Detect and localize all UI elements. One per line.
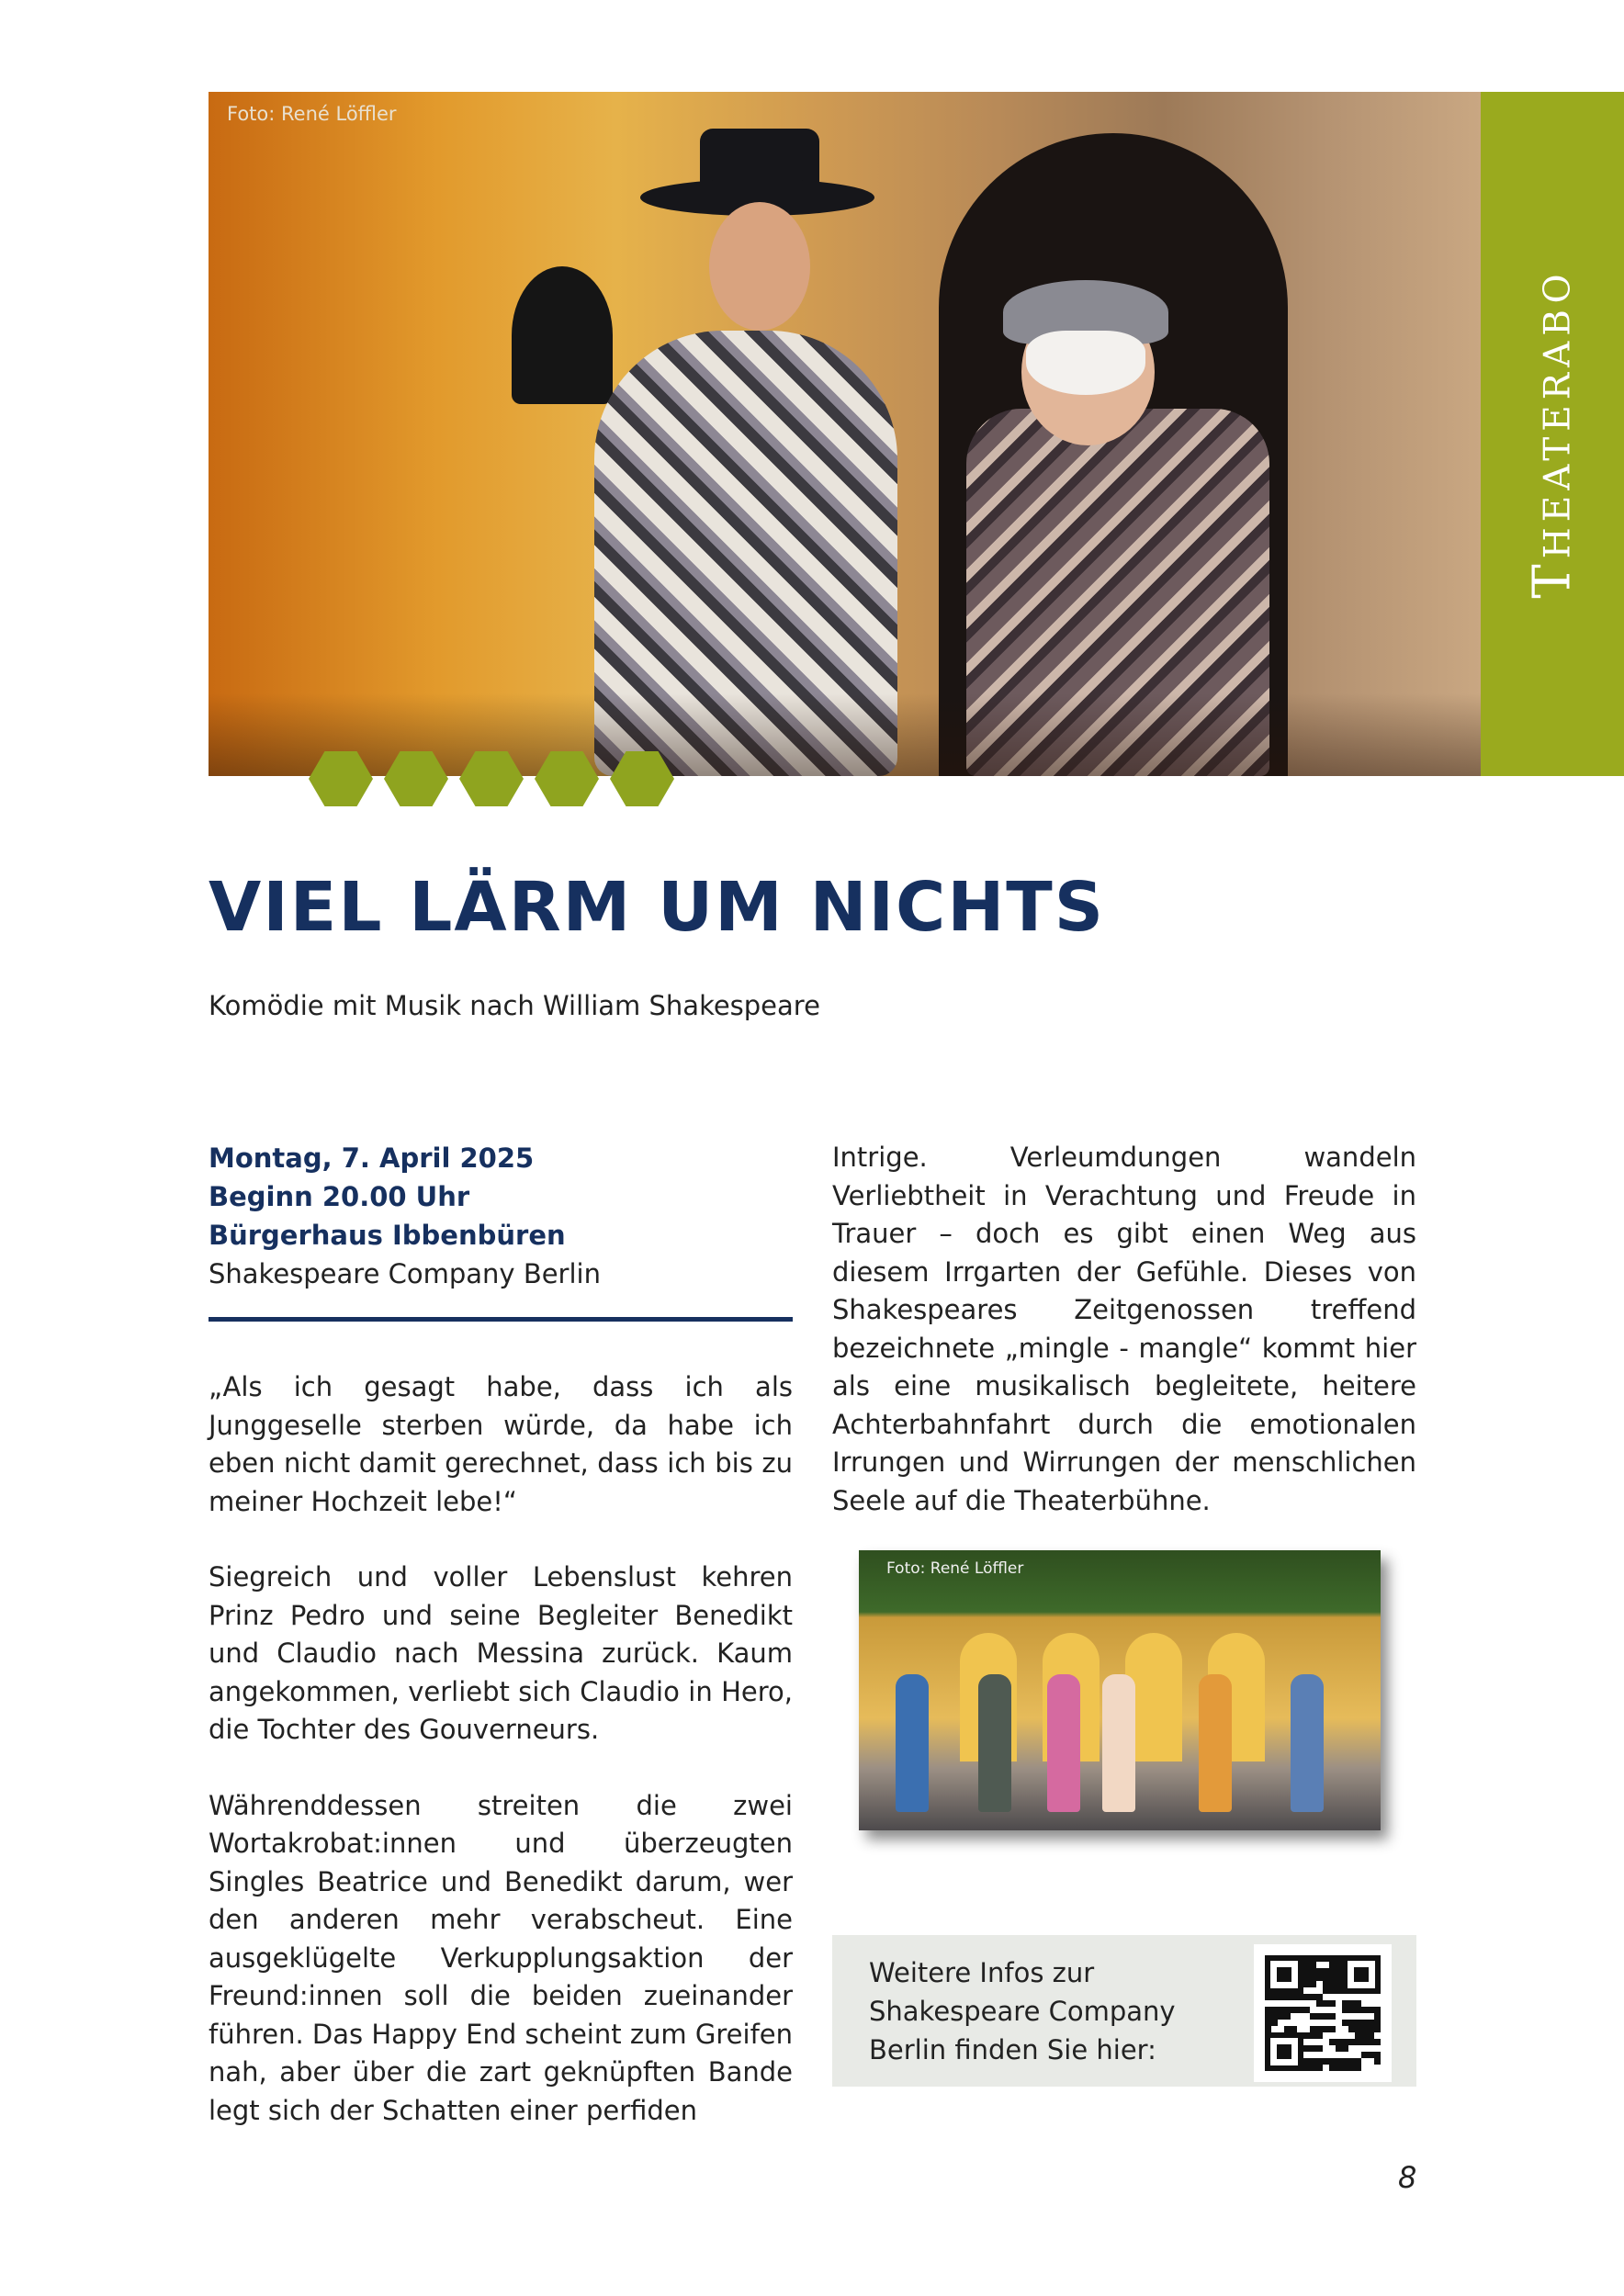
actress-head (709, 202, 810, 331)
qr-module (1316, 2058, 1323, 2065)
qr-module (1278, 2013, 1284, 2020)
qr-module (1374, 2052, 1381, 2058)
qr-module (1336, 1962, 1342, 1968)
actor (1291, 1674, 1324, 1812)
qr-module (1278, 2007, 1284, 2013)
qr-module (1310, 1975, 1316, 1981)
qr-module (1329, 2058, 1336, 2065)
qr-code-icon[interactable] (1254, 1944, 1392, 2082)
qr-module (1284, 2026, 1291, 2032)
qr-module (1368, 2020, 1374, 2026)
qr-module (1303, 2045, 1310, 2052)
section-tab (1481, 92, 1624, 776)
qr-module (1323, 1987, 1329, 1994)
qr-module (1316, 1994, 1323, 2000)
qr-module (1323, 2026, 1329, 2032)
qr-module (1323, 2058, 1329, 2065)
event-company: Shakespeare Company Berlin (209, 1258, 601, 1289)
qr-module (1374, 2039, 1381, 2045)
qr-module (1368, 2026, 1374, 2032)
qr-module (1303, 1994, 1310, 2000)
qr-module (1336, 2045, 1342, 2052)
qr-module (1329, 1968, 1336, 1975)
hero-photo (209, 92, 1481, 776)
qr-module (1303, 1975, 1310, 1981)
qr-module (1329, 2039, 1336, 2045)
qr-module (1355, 2026, 1361, 2032)
paragraph-3: Intrige. Verleumdungen wandeln Verliebtheit in Verachtung und Freude in Trauer – doch es gibt einen Weg aus diesem Irrgarten der Gefühle. Dieses von Shakespeares Zeitgenossen treffend bezeichnete „mingle - mangle“ kommt hier als eine musikalisch begleitete, heitere Achterbahnfahrt durch die emotionalen Irrungen und Wirrungen der menschlichen Seele auf die Theaterbühne. (832, 1142, 1416, 1516)
qr-module (1271, 2020, 1278, 2026)
qr-module (1310, 1962, 1316, 1968)
qr-module (1368, 2052, 1374, 2058)
qr-module (1329, 2065, 1336, 2071)
qr-module (1355, 2058, 1361, 2065)
qr-module (1310, 1968, 1316, 1975)
qr-module (1336, 1968, 1342, 1975)
qr-module (1348, 2020, 1355, 2026)
actor (896, 1674, 929, 1812)
quote: „Als ich gesagt habe, dass ich als Junggeselle sterben würde, da habe ich eben nicht damit gerechnet, dass ich bis zu meiner Hochzeit lebe!“ (209, 1371, 793, 1517)
page-title: VIEL LÄRM UM NICHTS (209, 868, 1106, 947)
event-details (209, 1139, 601, 1293)
qr-module (1297, 1994, 1303, 2000)
divider (209, 1317, 793, 1322)
info-box (832, 1935, 1416, 2087)
qr-module (1310, 2065, 1316, 2071)
page-number: 8 (1398, 2160, 1417, 2195)
qr-module (1323, 1968, 1329, 1975)
qr-module (1374, 2013, 1381, 2020)
qr-module (1303, 2065, 1310, 2071)
qr-module (1329, 2013, 1336, 2020)
qr-module (1316, 2032, 1323, 2039)
qr-module (1323, 1981, 1329, 1987)
qr-module (1310, 2013, 1316, 2020)
qr-module (1368, 2032, 1374, 2039)
qr-module (1374, 2058, 1381, 2065)
qr-module (1368, 2007, 1374, 2013)
paragraph-1: Siegreich und voller Lebenslust kehren Prinz Pedro und seine Begleiter Benedikt und Claudio nach Messina zurück. Kaum angekommen, verliebt sich Claudio in Hero, die Tochter des Gouverneurs. (209, 1561, 793, 1745)
qr-module (1265, 1994, 1271, 2000)
qr-module (1310, 2058, 1316, 2065)
qr-module (1323, 1955, 1329, 1962)
qr-module (1310, 1994, 1316, 2000)
qr-module (1361, 2039, 1368, 2045)
qr-module (1348, 2039, 1355, 2045)
qr-module (1291, 1994, 1297, 2000)
qr-module (1316, 1975, 1323, 1981)
photo-credit: Foto: René Löffler (227, 103, 397, 125)
right-column (832, 1139, 1416, 1558)
qr-module (1374, 2026, 1381, 2032)
qr-module (1316, 2013, 1323, 2020)
photo-credit: Foto: René Löffler (886, 1559, 1024, 1578)
qr-module (1284, 1994, 1291, 2000)
info-text: Weitere Infos zur Shakespeare Company Berlin finden Sie hier: (869, 1957, 1176, 2065)
qr-module (1336, 2065, 1342, 2071)
qr-module (1342, 2045, 1348, 2052)
qr-module (1336, 2039, 1342, 2045)
qr-module (1316, 2000, 1323, 2007)
qr-module (1361, 2007, 1368, 2013)
qr-module (1355, 2065, 1361, 2071)
qr-module (1323, 2013, 1329, 2020)
qr-module (1361, 2032, 1368, 2039)
qr-module (1355, 2007, 1361, 2013)
qr-module (1316, 2026, 1323, 2032)
actor (1199, 1674, 1232, 1812)
section-tab-label (1523, 268, 1583, 598)
event-date: Montag, 7. April 2025 (209, 1142, 535, 1174)
qr-module (1329, 2000, 1336, 2007)
qr-module (1348, 2007, 1355, 2013)
fan (512, 266, 613, 404)
section-tab-text: Theaterabo (1522, 268, 1583, 599)
qr-module (1336, 1955, 1342, 1962)
left-column (209, 1368, 793, 2130)
qr-module (1310, 2045, 1316, 2052)
qr-module (1303, 2007, 1310, 2013)
qr-module (1271, 2007, 1278, 2013)
qr-module (1278, 1994, 1284, 2000)
qr-module (1310, 2026, 1316, 2032)
qr-module (1323, 2000, 1329, 2007)
qr-module (1291, 2026, 1297, 2032)
qr-module (1284, 2013, 1291, 2020)
qr-module (1323, 1975, 1329, 1981)
qr-module (1271, 1994, 1278, 2000)
qr-module (1336, 1987, 1342, 1994)
qr-module (1265, 2013, 1271, 2020)
qr-module (1348, 2026, 1355, 2032)
qr-module (1355, 2000, 1361, 2007)
qr-module (1265, 2020, 1271, 2026)
qr-module (1316, 2045, 1323, 2052)
qr-module (1342, 2065, 1348, 2071)
qr-module (1374, 2020, 1381, 2026)
qr-finder (1265, 1955, 1303, 1994)
qr-module (1336, 1981, 1342, 1987)
qr-finder (1342, 1955, 1381, 1994)
event-venue: Bürgerhaus Ibbenbüren (209, 1220, 566, 1251)
qr-module (1348, 2000, 1355, 2007)
qr-module (1265, 2007, 1271, 2013)
qr-module (1303, 1968, 1310, 1975)
qr-module (1361, 2020, 1368, 2026)
qr-module (1348, 2058, 1355, 2065)
actor-mask (1026, 331, 1145, 395)
event-time: Beginn 20.00 Uhr (209, 1181, 470, 1212)
qr-module (1361, 2052, 1368, 2058)
qr-module (1310, 2032, 1316, 2039)
qr-module (1271, 2013, 1278, 2020)
qr-module (1355, 2020, 1361, 2026)
qr-module (1342, 2058, 1348, 2065)
qr-module (1374, 2007, 1381, 2013)
qr-module (1329, 1962, 1336, 1968)
qr-module (1368, 2039, 1374, 2045)
stage-photo (859, 1550, 1381, 1830)
actor (978, 1674, 1011, 1812)
paragraph-2: Währenddessen streiten die zwei Wortakrobat:innen und überzeugten Singles Beatrice und Benedikt darum, wer den anderen mehr verabscheut. Eine ausgeklügelte Verkupplungsaktion der Freund:innen soll die beiden zueinander führen. Das Happy End scheint zum Greifen nah, aber über die zart geknüpften Bande legt sich der Schatten einer perfiden (209, 1789, 793, 2126)
actor (1102, 1674, 1135, 1812)
qr-module (1303, 1981, 1310, 1987)
qr-module (1329, 1955, 1336, 1962)
qr-module (1303, 2032, 1310, 2039)
qr-module (1355, 2039, 1361, 2045)
qr-module (1297, 2007, 1303, 2013)
qr-module (1316, 1955, 1323, 1962)
qr-module (1316, 2065, 1323, 2071)
qr-module (1348, 2065, 1355, 2071)
qr-module (1303, 2058, 1310, 2065)
qr-module (1329, 1975, 1336, 1981)
page-subtitle: Komödie mit Musik nach William Shakespeare (209, 990, 820, 1021)
qr-module (1303, 1955, 1310, 1962)
actor (1047, 1674, 1080, 1812)
qr-module (1342, 2020, 1348, 2026)
qr-finder (1265, 2032, 1303, 2071)
qr-module (1336, 2058, 1342, 2065)
qr-module (1291, 2007, 1297, 2013)
qr-module (1310, 1981, 1316, 1987)
qr-module (1316, 1968, 1323, 1975)
qr-module (1355, 2032, 1361, 2039)
qr-module (1361, 2026, 1368, 2032)
qr-module (1310, 1955, 1316, 1962)
qr-module (1336, 1975, 1342, 1981)
qr-module (1303, 1962, 1310, 1968)
qr-module (1329, 1987, 1336, 1994)
qr-module (1284, 2007, 1291, 2013)
qr-module (1342, 2039, 1348, 2045)
qr-module (1342, 2000, 1348, 2007)
qr-module (1265, 2026, 1271, 2032)
qr-module (1329, 2026, 1336, 2032)
qr-module (1329, 1981, 1336, 1987)
qr-module (1342, 2007, 1348, 2013)
